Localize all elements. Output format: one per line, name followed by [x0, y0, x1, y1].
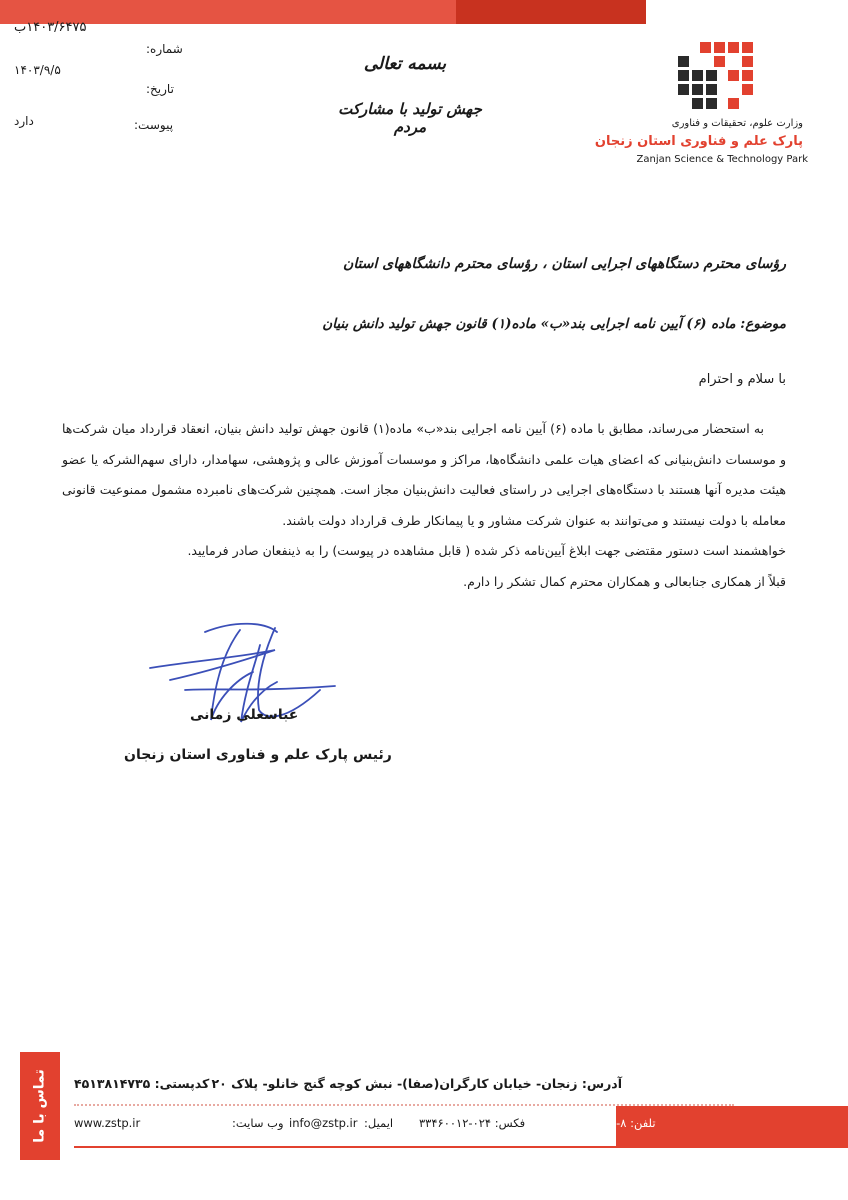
footer-contacts-row: [74, 1116, 764, 1136]
bismillah-heading: بسمه تعالی: [363, 54, 447, 74]
footer-bottom-line: [74, 1146, 848, 1148]
signer-title: رئیس پارک علم و فناوری استان زنجان: [124, 747, 392, 763]
footer-phone: تلفن: ۸-۰۲۴-۳۳۷۳۷۹۲۶: [544, 1116, 656, 1130]
footer-address: آدرس: زنجان- خیابان کارگران(صفا)- نبش کوچه گنج خانلو- پلاک ۲۰: [211, 1076, 622, 1091]
letter-attachment-value: دارد: [14, 114, 34, 128]
ministry-name: وزارت علوم، تحقیقات و فناوری: [671, 118, 803, 129]
slogan-heading: جهش تولید با مشارکت مردم: [338, 100, 482, 136]
footer-email-link[interactable]: info@zstp.ir: [289, 1116, 358, 1130]
letter-date-label: تاریخ:: [146, 82, 174, 96]
letter-greeting: با سلام و احترام: [698, 372, 786, 387]
park-name-en: Zanjan Science & Technology Park: [636, 154, 808, 165]
letter-subject: موضوع: ماده (۶) آیین نامه اجرایی بند«ب» ماده(۱) قانون جهش تولید دانش بنیان: [322, 316, 786, 332]
footer-website-link[interactable]: www.zstp.ir: [74, 1116, 141, 1130]
letter-body: [62, 414, 786, 597]
footer-postal-code: کدپستی: ۴۵۱۳۸۱۴۷۳۵: [74, 1076, 210, 1091]
park-name-fa: پارک علم و فناوری استان زنجان: [594, 134, 803, 149]
letter-number-label: شماره:: [146, 42, 183, 56]
footer-fax: فکس: ۰۲۴-۳۳۴۶۰۰۱۲: [419, 1116, 526, 1130]
letter-recipient: رؤسای محترم دستگاههای اجرایی استان ، رؤسای محترم دانشگاههای استان: [343, 256, 786, 272]
top-accent-bar: [0, 0, 646, 24]
contact-us-label: تماس با ما: [32, 1069, 48, 1143]
footer-email-label: ایمیل:: [364, 1116, 394, 1130]
contact-us-tab: [20, 1052, 60, 1160]
letter-number-value: ۱۴۰۳/۶۴۷۵ب: [14, 20, 87, 35]
body-paragraph-3: قبلاً از همکاری جنابعالی و همکاران محترم کمال تشکر را دارم.: [463, 573, 786, 589]
zstp-logo-icon: [676, 42, 776, 116]
signer-name: عباسعلی زمانی: [190, 707, 299, 723]
top-bar-accent: [456, 0, 646, 24]
footer-website-label: وب سایت:: [232, 1116, 284, 1130]
letter-attachment-label: پیوست:: [134, 118, 174, 132]
body-paragraph-2: خواهشمند است دستور مقتضی جهت ابلاغ آیین‌نامه ذکر شده ( قابل مشاهده در پیوست) را به ذینفعان صادر فرمایید.: [187, 543, 786, 558]
letter-date-value: ۱۴۰۳/۹/۵: [14, 63, 61, 77]
body-paragraph-1: به استحضار می‌رساند، مطابق با ماده (۶) آیین نامه اجرایی بند«ب» ماده(۱) قانون جهش تولید دانش بنیان، انعقاد قرارداد میان شرکت‌ها و موسسات دانش‌بنیانی که اعضای هیات علمی دانشگاه‌ها، مراکز و موسسات آموزش عالی و پژوهشی، سهامدار، دارای سهم‌الشرکه یا عضو هیئت مدیره آنها هستند با دستگاه‌های اجرایی در راستای فعالیت دانش‌بنیان مجاز است. همچنین شرکت‌های نامبرده مشمول ممنوعیت قانونی معامله با دولت نیستند و می‌توانند به عنوان شرکت مشاور و یا پیمانکار طرف قرارداد دولت باشند.: [62, 421, 786, 528]
